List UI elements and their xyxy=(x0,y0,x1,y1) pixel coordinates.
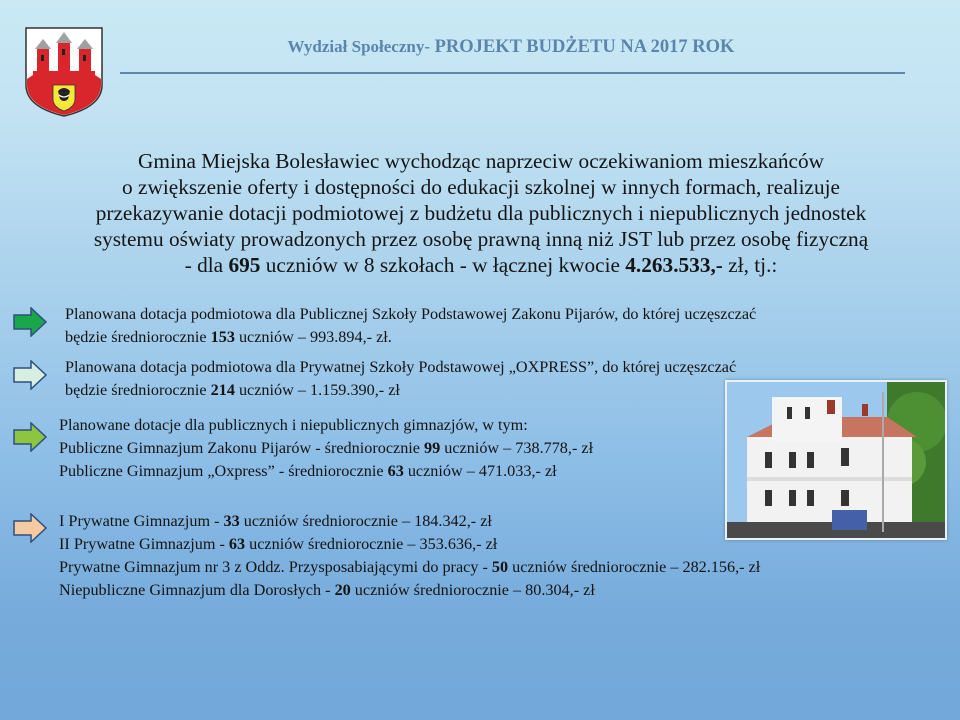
students-count: 214 xyxy=(210,381,235,399)
students-count: 33 xyxy=(223,512,240,530)
text: będzie średniorocznie xyxy=(65,381,211,399)
text: będzie średniorocznie xyxy=(65,328,211,346)
list-item xyxy=(65,303,756,349)
text: I Prywatne Gimnazjum - xyxy=(59,512,224,530)
intro-line: o zwiększenie oferty i dostępności do edukacji szkolnej w innych formach, realizuje xyxy=(122,175,840,199)
text: uczniów średniorocznie – 353.636,- zł xyxy=(245,535,498,553)
item-text xyxy=(59,579,760,602)
text: II Prywatne Gimnazjum - xyxy=(59,535,229,553)
students-count: 99 xyxy=(424,439,441,457)
intro-line: Gmina Miejska Bolesławiec wychodząc naprzeciw oczekiwaniom mieszkańców xyxy=(138,149,824,173)
text: zł, tj.: xyxy=(722,253,778,277)
text: uczniów – 738.778,- zł xyxy=(440,439,594,457)
list-item xyxy=(59,510,760,602)
text: uczniów średniorocznie – 282.156,- zł xyxy=(508,558,761,576)
text: Publiczne Gimnazjum Zakonu Pijarów - średniorocznie xyxy=(59,439,425,457)
item-text xyxy=(59,533,760,556)
building-illustration xyxy=(727,382,945,538)
text: - dla xyxy=(184,253,229,277)
item-text xyxy=(65,379,736,402)
intro-line: systemu oświaty prowadzonych przez osobę prawną inną niż JST lub przez osobę fizyczną xyxy=(93,227,869,251)
item-text xyxy=(59,460,593,483)
amount-total: 4.263.533,- xyxy=(625,253,723,277)
arrow-right-icon xyxy=(13,360,47,390)
arrow-right-icon xyxy=(13,307,47,337)
text: uczniów – 1.159.390,- zł xyxy=(234,381,400,399)
school-building-photo xyxy=(725,380,947,540)
item-text xyxy=(59,556,760,579)
students-count: 63 xyxy=(228,535,246,553)
text: Prywatne Gimnazjum nr 3 z Oddz. Przysposabiającymi do pracy - xyxy=(59,558,492,576)
text: Niepubliczne Gimnazjum dla Dorosłych - xyxy=(59,581,335,599)
item-text: Planowana dotacja podmiotowa dla Prywatnej Szkoły Podstawowej „OXPRESS”, do której uczęszczać xyxy=(65,358,737,376)
item-text xyxy=(65,326,756,349)
department-label: Wydział Społeczny- xyxy=(287,37,430,56)
list-item xyxy=(65,356,736,402)
arrow-right-icon xyxy=(13,513,47,543)
intro-paragraph xyxy=(30,148,932,278)
text: uczniów w 8 szkołach - w łącznej kwocie xyxy=(260,253,626,277)
item-text: Planowane dotacje dla publicznych i niepublicznych gimnazjów, w tym: xyxy=(59,416,528,434)
item-text: Planowana dotacja podmiotowa dla Publicznej Szkoły Podstawowej Zakonu Pijarów, do której uczęszczać xyxy=(65,305,757,323)
item-text xyxy=(59,437,593,460)
text: uczniów – 993.894,- zł. xyxy=(234,328,392,346)
students-count: 20 xyxy=(334,581,351,599)
page-title xyxy=(120,37,902,58)
item-text xyxy=(59,510,760,533)
budget-title: PROJEKT BUDŻETU NA 2017 ROK xyxy=(434,37,735,57)
text: uczniów średniorocznie – 184.342,- zł xyxy=(239,512,492,530)
students-count: 50 xyxy=(491,558,509,576)
arrow-right-icon xyxy=(13,422,47,452)
text: uczniów średniorocznie – 80.304,- zł xyxy=(350,581,595,599)
students-count: 153 xyxy=(210,328,235,346)
students-total: 695 xyxy=(228,253,261,277)
intro-line: przekazywanie dotacji podmiotowej z budżetu dla publicznych i niepublicznych jednostek xyxy=(95,201,867,225)
list-item xyxy=(59,414,593,483)
intro-line xyxy=(30,252,932,278)
coat-of-arms-icon xyxy=(25,27,103,117)
text: Publiczne Gimnazjum „Oxpress” - średniorocznie xyxy=(59,462,388,480)
students-count: 63 xyxy=(387,462,404,480)
text: uczniów – 471.033,- zł xyxy=(403,462,557,480)
header-divider xyxy=(120,72,905,74)
